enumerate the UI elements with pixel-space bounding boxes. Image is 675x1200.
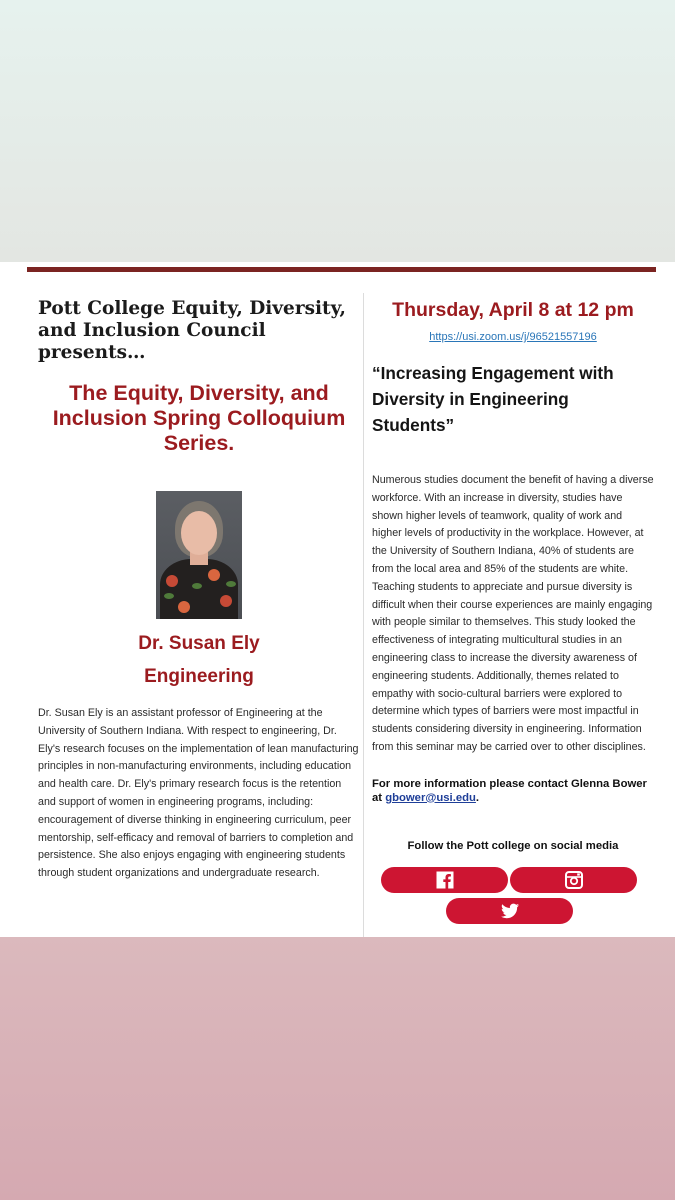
contact-period: . [475,791,480,804]
talk-title: “Increasing Engagement with Diversity in Engineering Students” [372,363,614,435]
speaker-name: Dr. Susan Ely [138,633,260,654]
contact-text: For more information please contact Glenna Bower at [372,777,647,804]
left-column [38,298,360,883]
talk-abstract: Numerous studies document the benefit of having a diverse workforce. With an increase in diversity, studies have shown higher levels of teamwork, quality of work and higher levels of productivity in the workplace. However, at the University of Southern Indiana, 40% of students are from the local area and 85% of the students are white. Teaching students to appreciate and pursue diversity is difficult when their course experiences are mainly engaging with people similar to themselves. This study looked the effectiveness of integrating multicultural studies in an engineering class to increase the diversity awareness of engineering students. Additionally, themes related to empathy with socio-cultural barriers were explored to determine which types of barriers were most impactful in students considering diversity in engineering. Information from this seminar may be carried over to other disciplines. [372,474,654,753]
twitter-icon [501,903,519,919]
bottom-background [0,937,675,1200]
facebook-button[interactable] [381,867,508,893]
speaker-bio: Dr. Susan Ely is an assistant professor of Engineering at the University of Southern Indiana. With respect to engineering, Dr. Ely's research focuses on the implementation of lean manufacturing principles in non-manufacturing environments, including education and health care. Dr. Ely's primary research focus is the retention and support of women in engineering programs, including: encouragement of diverse thinking in engineering curriculum, peer mentorship, self-efficacy and removal of barriers to completion and persistence. She also enjoys engaging with engineering students through student organizations and undergraduate research. [38,707,359,880]
flyer [0,262,675,937]
series-title: The Equity, Diversity, and Inclusion Spring Colloquium Series. [52,381,346,455]
speaker-photo [156,491,242,619]
column-divider [363,293,364,937]
facebook-icon [436,871,454,889]
zoom-link[interactable]: https://usi.zoom.us/j/96521557196 [429,331,597,343]
contact-email-link[interactable]: gbower@usi.edu [385,791,476,804]
twitter-button[interactable] [446,898,573,924]
instagram-icon [565,871,583,889]
event-date: Thursday, April 8 at 12 pm [392,299,634,321]
speaker-department: Engineering [144,666,254,687]
instagram-button[interactable] [510,867,637,893]
right-column [372,298,654,853]
contact-info [372,777,654,805]
header-rule [27,267,656,272]
council-heading: Pott College Equity, Diversity, and Inclusion Council presents… [38,298,346,363]
follow-text: Follow the Pott college on social media [407,839,619,852]
top-background [0,0,675,262]
